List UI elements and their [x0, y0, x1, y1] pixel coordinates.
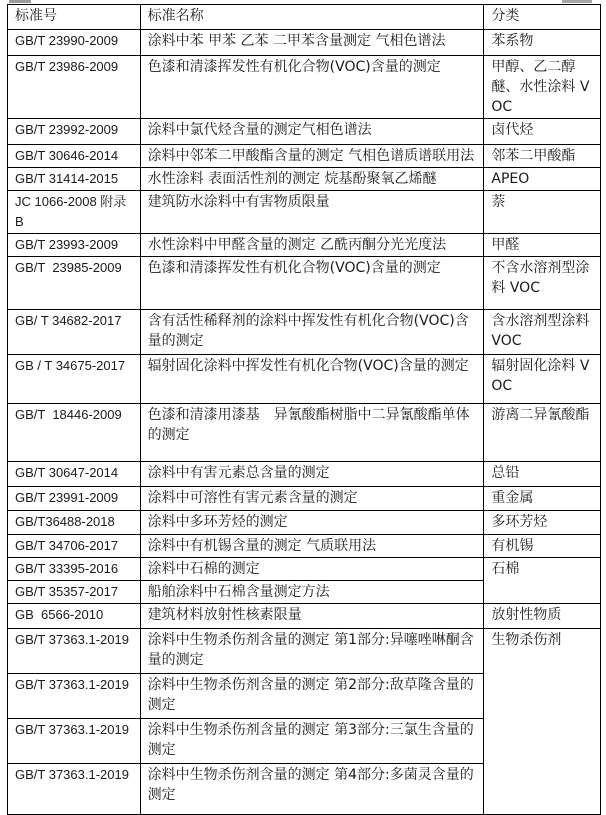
- standard-name-cell: 涂料中可溶性有害元素含量的测定: [140, 487, 484, 511]
- standard-name-cell: 涂料中生物杀伤剂含量的测定 第3部分:三氯生含量的测定: [140, 719, 484, 764]
- table-row: [8, 558, 601, 581]
- table-row: [8, 355, 601, 404]
- table-row: [8, 191, 601, 234]
- standard-number-cell: GB/T 23986-2009: [8, 56, 141, 119]
- category-cell: APEO: [484, 168, 601, 191]
- standard-number-cell: GB 6566-2010: [8, 604, 141, 629]
- standard-name-cell: 涂料中有害元素总含量的测定: [140, 462, 484, 487]
- column-header-standard-number: 标准号: [8, 5, 141, 30]
- category-cell: 生物杀伤剂: [484, 629, 601, 815]
- standard-number-cell: GB/T 18446-2009: [8, 404, 141, 462]
- standard-number-cell: GB/T 23985-2009: [8, 257, 141, 310]
- table-row: [8, 234, 601, 257]
- category-cell: 辐射固化涂料 VOC: [484, 355, 601, 404]
- table-row: [8, 535, 601, 558]
- table-row: [8, 310, 601, 355]
- column-header-standard-name: 标准名称: [140, 5, 484, 30]
- category-cell: 甲醛: [484, 234, 601, 257]
- standard-number-cell: GB/T 30647-2014: [8, 462, 141, 487]
- standard-name-cell: 辐射固化涂料中挥发性有机化合物(VOC)含量的测定: [140, 355, 484, 404]
- standard-name-cell: 涂料中氯代烃含量的测定气相色谱法: [140, 119, 484, 145]
- standards-table-body: [8, 30, 601, 815]
- standard-name-cell: 色漆和清漆挥发性有机化合物(VOC)含量的测定: [140, 56, 484, 119]
- table-row: [8, 404, 601, 462]
- standard-name-cell: 涂料中多环芳烃的测定: [140, 511, 484, 535]
- standard-name-cell: 色漆和清漆用漆基 异氰酸酯树脂中二异氰酸酯单体的测定: [140, 404, 484, 462]
- standard-number-cell: GB/T 23992-2009: [8, 119, 141, 145]
- standard-number-cell: GB/T 23993-2009: [8, 234, 141, 257]
- table-row: [8, 119, 601, 145]
- table-row: [8, 462, 601, 487]
- standard-name-cell: 水性涂料中甲醛含量的测定 乙酰丙酮分光光度法: [140, 234, 484, 257]
- standard-name-cell: 涂料中苯 甲苯 乙苯 二甲苯含量测定 气相色谱法: [140, 30, 484, 56]
- table-row: [8, 604, 601, 629]
- standard-number-cell: JC 1066-2008 附录 B: [8, 191, 141, 234]
- crop-artifact-right-mark: [562, 0, 592, 3]
- table-row: [8, 145, 601, 168]
- category-cell: 重金属: [484, 487, 601, 511]
- standard-number-cell: GB/T 23990-2009: [8, 30, 141, 56]
- standard-name-cell: 涂料中有机锡含量的测定 气质联用法: [140, 535, 484, 558]
- table-row: [8, 257, 601, 310]
- standard-name-cell: 建筑材料放射性核素限量: [140, 604, 484, 629]
- standard-name-cell: 建筑防水涂料中有害物质限量: [140, 191, 484, 234]
- column-header-category: 分类: [484, 5, 601, 30]
- category-cell: 甲醇、乙二醇醚、水性涂料 VOC: [484, 56, 601, 119]
- crop-artifact-left-mark: [9, 0, 31, 3]
- standard-number-cell: GB/T 37363.1-2019: [8, 674, 141, 719]
- category-cell: 放射性物质: [484, 604, 601, 629]
- table-row: [8, 168, 601, 191]
- standard-number-cell: GB/T36488-2018: [8, 511, 141, 535]
- category-cell: 总铅: [484, 462, 601, 487]
- standard-number-cell: GB/T 35357-2017: [8, 581, 141, 604]
- standard-name-cell: 涂料中邻苯二甲酸酯含量的测定 气相色谱质谱联用法: [140, 145, 484, 168]
- standard-name-cell: 涂料中生物杀伤剂含量的测定 第2部分:敌草隆含量的测定: [140, 674, 484, 719]
- standard-name-cell: 涂料中生物杀伤剂含量的测定 第4部分:多菌灵含量的测定: [140, 764, 484, 815]
- standard-name-cell: 涂料中石棉的测定: [140, 558, 484, 581]
- standard-number-cell: GB/T 23991-2009: [8, 487, 141, 511]
- table-row: [8, 511, 601, 535]
- header-row: [8, 5, 601, 30]
- table-row: [8, 56, 601, 119]
- category-cell: 苯系物: [484, 30, 601, 56]
- standard-number-cell: GB/T 34706-2017: [8, 535, 141, 558]
- standard-number-cell: GB/T 30646-2014: [8, 145, 141, 168]
- category-cell: 不含水溶剂型涂料 VOC: [484, 257, 601, 310]
- standard-number-cell: GB/T 31414-2015: [8, 168, 141, 191]
- standard-number-cell: GB/ T 34682-2017: [8, 310, 141, 355]
- standards-table: [7, 4, 601, 815]
- standard-name-cell: 水性涂料 表面活性剂的测定 烷基酚聚氧乙烯醚: [140, 168, 484, 191]
- standard-number-cell: GB/T 33395-2016: [8, 558, 141, 581]
- table-row: [8, 30, 601, 56]
- standard-name-cell: 船舶涂料中石棉含量测定方法: [140, 581, 484, 604]
- standard-number-cell: GB/T 37363.1-2019: [8, 764, 141, 815]
- standard-number-cell: GB / T 34675-2017: [8, 355, 141, 404]
- standards-table-head: [8, 5, 601, 30]
- category-cell: 含水溶剂型涂料 VOC: [484, 310, 601, 355]
- category-cell: 卤代烃: [484, 119, 601, 145]
- standard-number-cell: GB/T 37363.1-2019: [8, 719, 141, 764]
- standard-name-cell: 含有活性稀释剂的涂料中挥发性有机化合物(VOC)含量的测定: [140, 310, 484, 355]
- category-cell: 萘: [484, 191, 601, 234]
- category-cell: 石棉: [484, 558, 601, 604]
- category-cell: 有机锡: [484, 535, 601, 558]
- category-cell: 多环芳烃: [484, 511, 601, 535]
- category-cell: 邻苯二甲酸酯: [484, 145, 601, 168]
- standard-name-cell: 色漆和清漆挥发性有机化合物(VOC)含量的测定: [140, 257, 484, 310]
- category-cell: 游离二异氰酸酯: [484, 404, 601, 462]
- standard-number-cell: GB/T 37363.1-2019: [8, 629, 141, 674]
- standard-name-cell: 涂料中生物杀伤剂含量的测定 第1部分:异噻唑啉酮含量的测定: [140, 629, 484, 674]
- table-row: [8, 487, 601, 511]
- table-row: [8, 629, 601, 674]
